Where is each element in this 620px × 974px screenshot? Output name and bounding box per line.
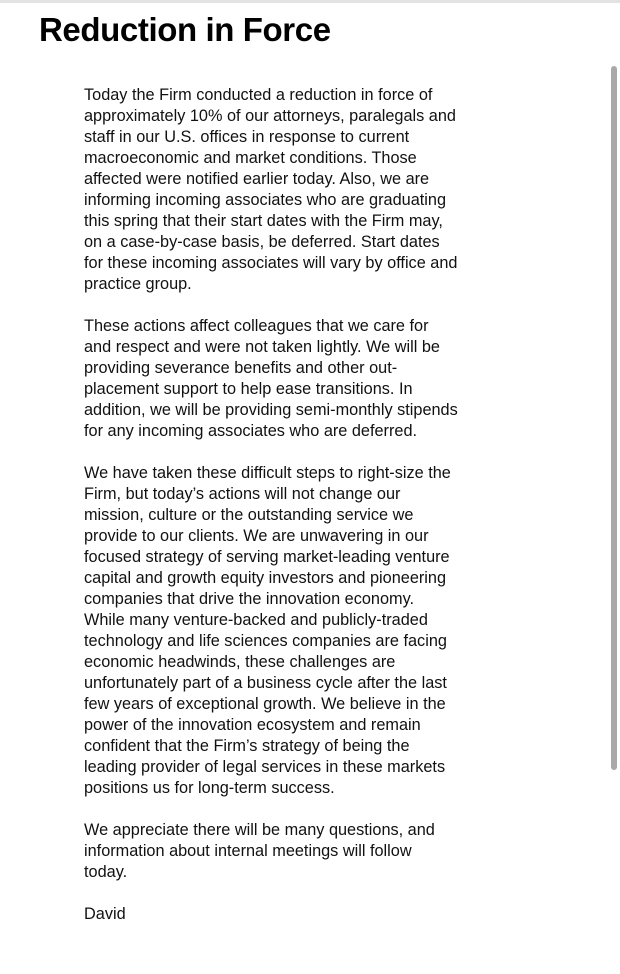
paragraph-line: We have taken these difficult steps to right-size the (84, 464, 451, 482)
paragraph-line: today. (84, 863, 128, 881)
paragraph-line: companies that drive the innovation economy. (84, 590, 415, 608)
paragraph-line: informing incoming associates who are graduating (84, 191, 447, 209)
paragraph-line: mission, culture or the outstanding service we (84, 506, 414, 524)
paragraph-line: provide to our clients. We are unwavering in our (84, 527, 429, 545)
paragraph-line: few years of exceptional growth. We believe in the (84, 695, 446, 713)
paragraph-line: We appreciate there will be many questions, and (84, 821, 435, 839)
paragraph-line: Today the Firm conducted a reduction in force of (84, 86, 433, 104)
signature: David (84, 905, 126, 923)
paragraph-line: focused strategy of serving market-leading venture (84, 548, 450, 566)
paragraph-line: economic headwinds, these challenges are (84, 653, 396, 671)
scrollbar-thumb[interactable] (611, 66, 617, 770)
paragraph-line: for these incoming associates will vary by office and (84, 254, 458, 272)
paragraph-line: and respect and were not taken lightly. We will be (84, 338, 440, 356)
paragraph-line: information about internal meetings will follow (84, 842, 412, 860)
vertical-scrollbar[interactable] (609, 66, 617, 770)
paragraph-line: These actions affect colleagues that we care for (84, 317, 429, 335)
paragraph-line: placement support to help ease transitions. In (84, 380, 413, 398)
paragraph-line: approximately 10% of our attorneys, paralegals and (84, 107, 456, 125)
paragraph (84, 463, 484, 799)
paragraph-line: technology and life sciences companies are facing (84, 632, 447, 650)
paragraph-line: positions us for long-term success. (84, 779, 335, 797)
paragraph (84, 85, 484, 295)
paragraph-line: While many venture-backed and publicly-traded (84, 611, 428, 629)
paragraph (84, 820, 484, 883)
paragraph-line: unfortunately part of a business cycle after the last (84, 674, 447, 692)
paragraph-line: macroeconomic and market conditions. Those (84, 149, 417, 167)
paragraph-line: practice group. (84, 275, 192, 293)
top-divider (0, 0, 620, 3)
paragraph-line: leading provider of legal services in these markets (84, 758, 446, 776)
paragraph-line: providing severance benefits and other out- (84, 359, 398, 377)
paragraph-line: addition, we will be providing semi-monthly stipends (84, 401, 458, 419)
page-title: Reduction in Force (39, 11, 331, 48)
paragraph (84, 316, 484, 442)
paragraph-line: affected were notified earlier today. Also, we are (84, 170, 430, 188)
paragraph-line: confident that the Firm’s strategy of being the (84, 737, 410, 755)
document-body (84, 85, 484, 925)
paragraph-line: power of the innovation ecosystem and remain (84, 716, 421, 734)
paragraph-line: staff in our U.S. offices in response to current (84, 128, 410, 146)
paragraph-line: on a case-by-case basis, be deferred. Start dates (84, 233, 440, 251)
paragraph-line: for any incoming associates who are deferred. (84, 422, 418, 440)
paragraph-line: Firm, but today’s actions will not change our (84, 485, 401, 503)
paragraph-line: capital and growth equity investors and pioneering (84, 569, 447, 587)
paragraph-line: this spring that their start dates with the Firm may, (84, 212, 443, 230)
